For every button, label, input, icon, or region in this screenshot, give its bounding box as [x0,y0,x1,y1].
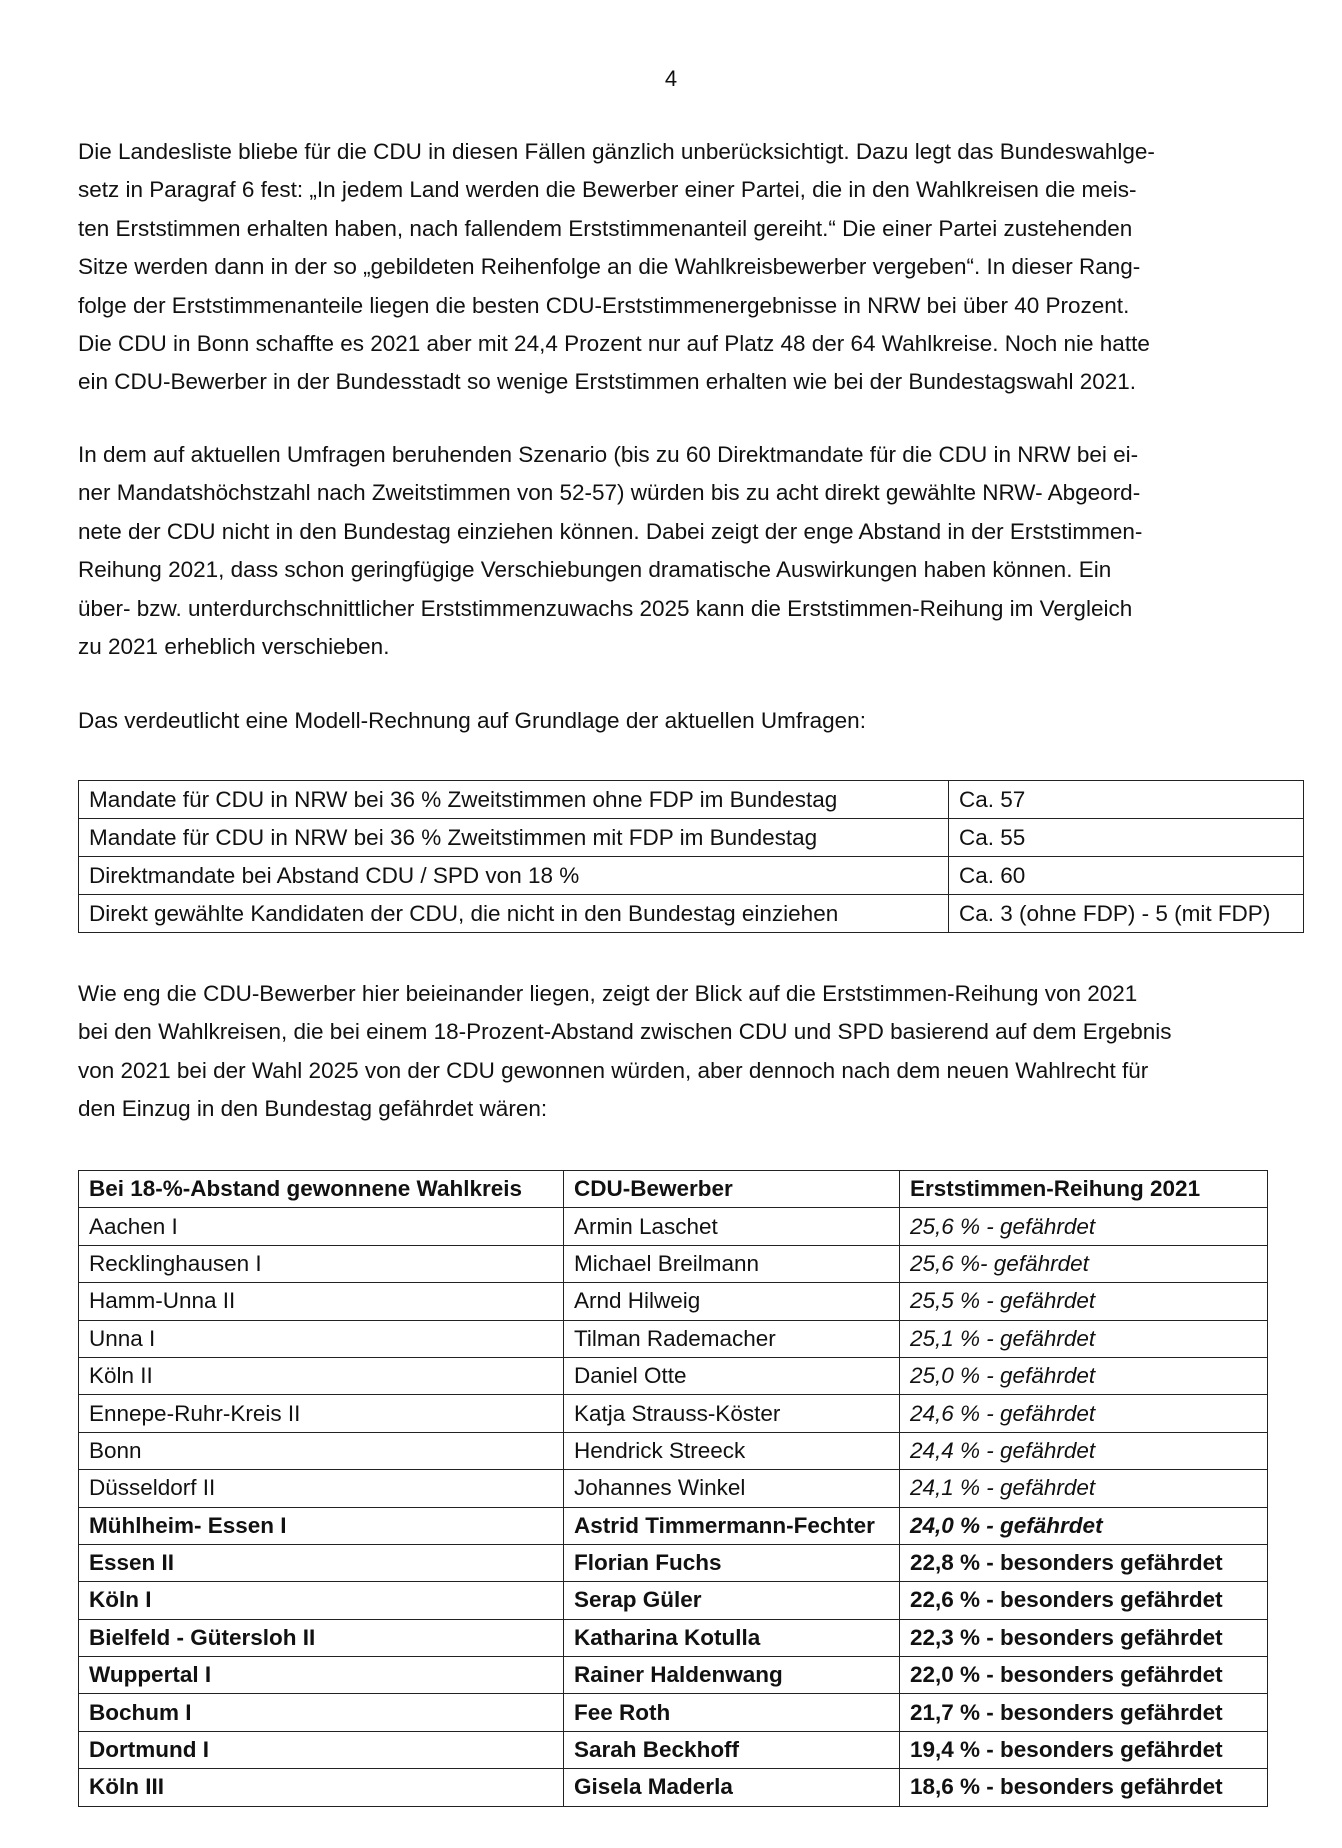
text-line: In dem auf aktuellen Umfragen beruhenden Szenario (bis zu 60 Direktmandate für die CDU in NRW bei ei- [78,442,1139,467]
text-line: über- bzw. unterdurchschnittlicher Erststimmenzuwachs 2025 kann die Erststimmen-Reihung im Vergleich [78,595,1133,621]
bewerber-cell: Hendrick Streeck [564,1432,900,1469]
table-row [79,1544,1268,1581]
bewerber-cell: Arnd Hilweig [564,1283,900,1320]
bewerber-cell: Astrid Timmermann-Fechter [564,1507,900,1544]
reihung-cell: 21,7 % - besonders gefährdet [900,1694,1268,1731]
text-line: ten Erststimmen erhalten haben, nach fallendem Erststimmenanteil gereiht.“ Die einer Partei zustehenden [78,215,1133,241]
header-reihung: Erststimmen-Reihung 2021 [900,1171,1268,1208]
reihung-cell: 24,0 % - gefährdet [900,1507,1268,1544]
model-calculation-table [78,780,1304,933]
table-row [79,895,1304,933]
wahlkreis-cell: Aachen I [79,1208,564,1245]
table-row [79,1245,1268,1282]
reihung-cell: 24,1 % - gefährdet [900,1470,1268,1507]
text-line: Die Landesliste bliebe für die CDU in diesen Fällen gänzlich unberücksichtigt. Dazu legt das Bundeswahlge- [78,139,1155,164]
text-line: setz in Paragraf 6 fest: „In jedem Land werden die Bewerber einer Partei, die in den Wahlkreisen die meis- [78,177,1137,203]
wahlkreis-cell: Köln III [79,1769,564,1806]
wahlkreis-cell: Hamm-Unna II [79,1283,564,1320]
text-line: ner Mandatshöchstzahl nach Zweitstimmen von 52-57) würden bis zu acht direkt gewählte NRW- Abgeord- [78,480,1141,506]
text-line: nete der CDU nicht in den Bundestag einziehen können. Dabei zeigt der enge Abstand in der Erststimmen- [78,518,1143,544]
model-value-cell: Ca. 3 (ohne FDP) - 5 (mit FDP) [949,895,1304,933]
wahlkreis-cell: Essen II [79,1544,564,1581]
table-row [79,1283,1268,1320]
wahlkreis-cell: Mühlheim- Essen I [79,1507,564,1544]
wahlkreis-cell: Düsseldorf II [79,1470,564,1507]
bewerber-cell: Sarah Beckhoff [564,1731,900,1768]
text-line: bei den Wahlkreisen, die bei einem 18-Prozent-Abstand zwischen CDU und SPD basierend auf dem Ergebnis [78,1019,1172,1045]
bewerber-cell: Serap Güler [564,1582,900,1619]
bewerber-cell: Fee Roth [564,1694,900,1731]
table-row [79,857,1304,895]
table-row [79,1208,1268,1245]
reihung-cell: 22,8 % - besonders gefährdet [900,1544,1268,1581]
reihung-cell: 22,0 % - besonders gefährdet [900,1657,1268,1694]
wahlkreis-cell: Bielfeld - Gütersloh II [79,1619,564,1656]
bewerber-cell: Katja Strauss-Köster [564,1395,900,1432]
text-line: zu 2021 erheblich verschieben. [78,634,390,660]
model-value-cell: Ca. 60 [949,857,1304,895]
text-line: folge der Erststimmenanteile liegen die besten CDU-Erststimmenergebnisse in NRW bei über 40 Prozent. [78,292,1130,318]
table-row [79,1582,1268,1619]
wahlkreis-cell: Köln I [79,1582,564,1619]
table-row [79,1507,1268,1544]
text-line: Wie eng die CDU-Bewerber hier beieinander liegen, zeigt der Blick auf die Erststimmen-Reihung von 2021 [78,981,1138,1006]
table-row [79,1357,1268,1394]
page-number: 4 [664,66,678,91]
text-line: von 2021 bei der Wahl 2025 von der CDU gewonnen würden, aber dennoch nach dem neuen Wahlrecht für [78,1057,1149,1083]
model-value-cell: Ca. 57 [949,781,1304,819]
model-label-cell: Mandate für CDU in NRW bei 36 % Zweitstimmen mit FDP im Bundestag [79,819,949,857]
text-line: Die CDU in Bonn schaffte es 2021 aber mit 24,4 Prozent nur auf Platz 48 der 64 Wahlkreise. Noch nie hatte [78,331,1150,357]
paragraph-reihung-intro [78,975,1278,1129]
text-line: den Einzug in den Bundestag gefährdet wären: [78,1096,548,1122]
bewerber-cell: Florian Fuchs [564,1544,900,1581]
wahlkreis-cell: Bochum I [79,1694,564,1731]
wahlkreis-cell: Recklinghausen I [79,1245,564,1282]
bewerber-cell: Armin Laschet [564,1208,900,1245]
ranking-table-header [79,1171,1268,1208]
reihung-cell: 25,0 % - gefährdet [900,1357,1268,1394]
wahlkreis-cell: Köln II [79,1357,564,1394]
ranking-table [78,1170,1268,1807]
model-label-cell: Mandate für CDU in NRW bei 36 % Zweitstimmen ohne FDP im Bundestag [79,781,949,819]
header-wahlkreis: Bei 18-%-Abstand gewonnene Wahlkreis [79,1171,564,1208]
bewerber-cell: Katharina Kotulla [564,1619,900,1656]
text-line: Reihung 2021, dass schon geringfügige Verschiebungen dramatische Auswirkungen haben können. Ein [78,557,1112,583]
reihung-cell: 25,6 % - gefährdet [900,1208,1268,1245]
table-row [79,1395,1268,1432]
reihung-cell: 25,1 % - gefährdet [900,1320,1268,1357]
reihung-cell: 24,6 % - gefährdet [900,1395,1268,1432]
wahlkreis-cell: Ennepe-Ruhr-Kreis II [79,1395,564,1432]
wahlkreis-cell: Unna I [79,1320,564,1357]
bewerber-cell: Rainer Haldenwang [564,1657,900,1694]
model-label-cell: Direktmandate bei Abstand CDU / SPD von 18 % [79,857,949,895]
table-row [79,1470,1268,1507]
wahlkreis-cell: Wuppertal I [79,1657,564,1694]
table-row [79,1657,1268,1694]
table-row [79,1694,1268,1731]
reihung-cell: 25,5 % - gefährdet [900,1283,1268,1320]
bewerber-cell: Gisela Maderla [564,1769,900,1806]
text-line: Sitze werden dann in der so „gebildeten Reihenfolge an die Wahlkreisbewerber vergeben“. In dieser Rang- [78,254,1141,280]
bewerber-cell: Daniel Otte [564,1357,900,1394]
bewerber-cell: Johannes Winkel [564,1470,900,1507]
table-row [79,1432,1268,1469]
wahlkreis-cell: Bonn [79,1432,564,1469]
table-row [79,1619,1268,1656]
text-line: ein CDU-Bewerber in der Bundesstadt so wenige Erststimmen erhalten wie bei der Bundestagswahl 2021. [78,369,1137,395]
reihung-cell: 24,4 % - gefährdet [900,1432,1268,1469]
wahlkreis-cell: Dortmund I [79,1731,564,1768]
reihung-cell: 18,6 % - besonders gefährdet [900,1769,1268,1806]
table-row [79,819,1304,857]
text-line: Das verdeutlicht eine Modell-Rechnung auf Grundlage der aktuellen Umfragen: [78,708,866,733]
bewerber-cell: Michael Breilmann [564,1245,900,1282]
table-row [79,1769,1268,1806]
table-row [79,781,1304,819]
reihung-cell: 25,6 %- gefährdet [900,1245,1268,1282]
model-value-cell: Ca. 55 [949,819,1304,857]
table-row [79,1731,1268,1768]
paragraph-modell-intro [78,702,1278,740]
model-label-cell: Direkt gewählte Kandidaten der CDU, die nicht in den Bundestag einziehen [79,895,949,933]
paragraph-landesliste [78,133,1278,402]
table-row [79,1320,1268,1357]
paragraph-szenario [78,436,1278,666]
bewerber-cell: Tilman Rademacher [564,1320,900,1357]
reihung-cell: 22,6 % - besonders gefährdet [900,1582,1268,1619]
header-bewerber: CDU-Bewerber [564,1171,900,1208]
reihung-cell: 22,3 % - besonders gefährdet [900,1619,1268,1656]
reihung-cell: 19,4 % - besonders gefährdet [900,1731,1268,1768]
